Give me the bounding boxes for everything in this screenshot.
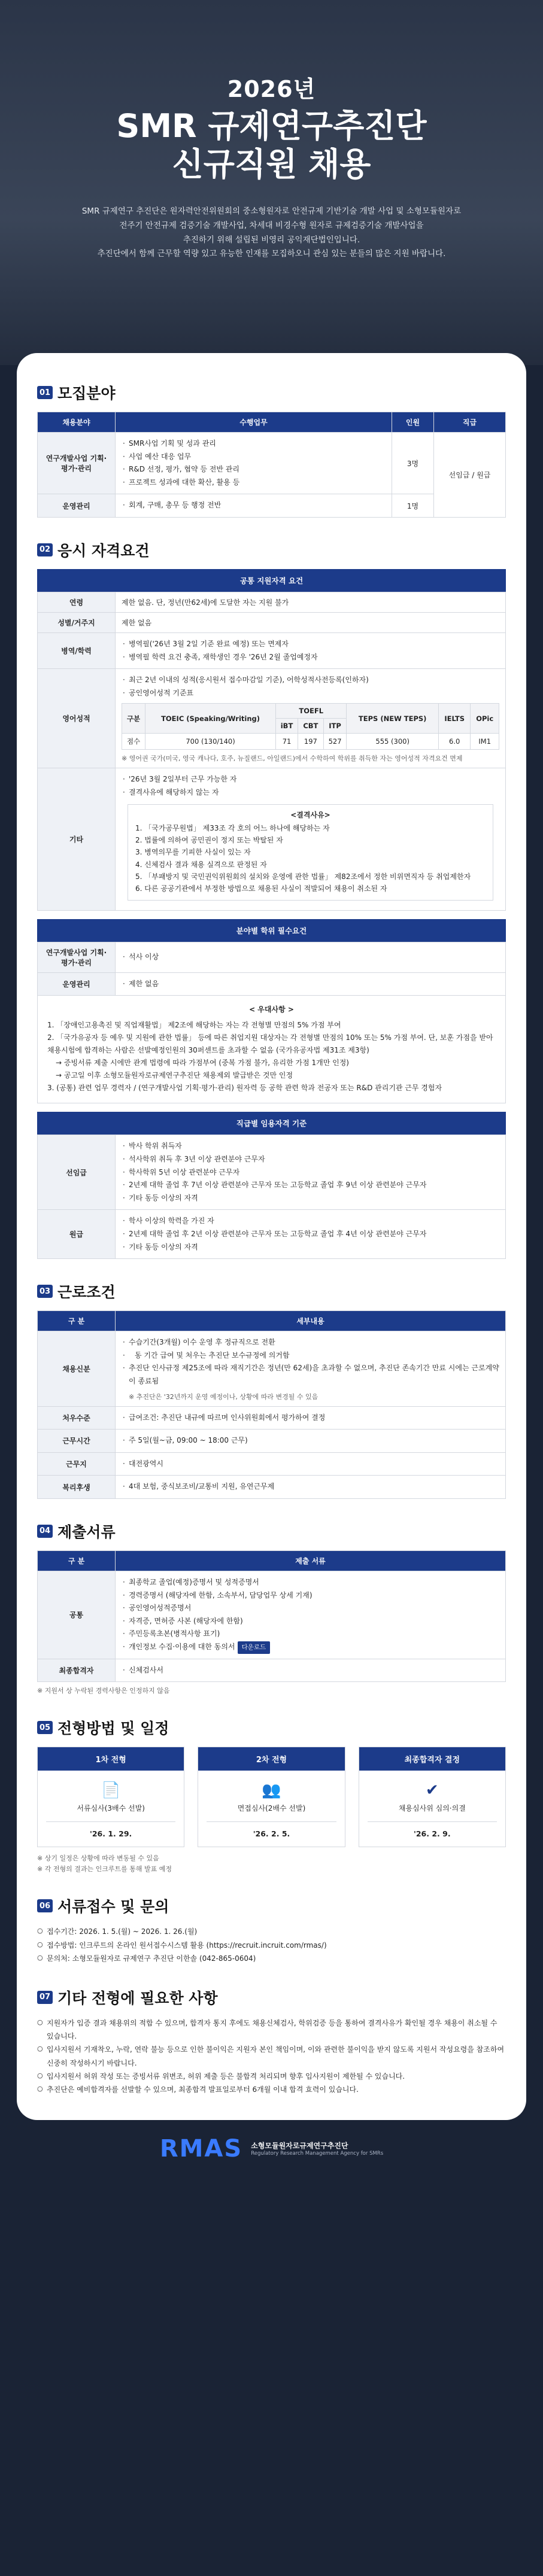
- headcount: 3명: [392, 433, 434, 494]
- table-header: 구 분: [38, 1550, 116, 1571]
- list-item: → 공고일 이후 소형모듈원자로규제연구추진단 채용제외 발급받은 것만 인정: [56, 1071, 293, 1080]
- section-number: 04: [37, 1525, 53, 1538]
- row-header: 영어성적: [38, 669, 116, 768]
- step-title: 1차 전형: [38, 1747, 184, 1771]
- content-card: [17, 353, 526, 2120]
- row-header: 채용신분: [38, 1331, 116, 1406]
- subsection-title: 직급별 임용자격 기준: [37, 1112, 506, 1135]
- task-item: · R&D 선정, 평가, 협약 등 전반 관리: [122, 463, 386, 476]
- list-item: · 병역필 학력 요건 충족, 재학생인 경우 '26년 2월 졸업예정자: [122, 651, 499, 664]
- list-item: · 최종학교 졸업(예정)증명서 및 성적증명서: [122, 1576, 499, 1589]
- list-item: 2. 「국가유공자 등 예우 및 지원에 관한 법률」 등에 따른 취업지원 대상자는 각 전형별 만점의 10% 또는 5% 가점 부여. 단, 보훈 가점을 받아 채용시험에 합격하는 사람은 선발예정인원의 30퍼센트를 초과할 수 없음 (국가유공자법 제31조 제3항): [47, 1033, 493, 1055]
- table-header: 인원: [392, 412, 434, 433]
- list-item: · 추진단 인사규정 제25조에 따라 재직기간은 정년(만 62세)을 초과할 수 없으며, 추진단 존속기간 만료 시에는 근로계약이 종료됨: [122, 1362, 499, 1388]
- note: ※ 추진단은 '32년까지 운영 예정이나, 상황에 따라 변경될 수 있음: [129, 1392, 318, 1401]
- document-icon: 📄: [101, 1781, 121, 1800]
- conditions-table: [37, 1310, 506, 1499]
- table-header: TOEIC (Speaking/Writing): [145, 704, 276, 734]
- section-number: 01: [37, 386, 53, 399]
- hero-banner: [0, 0, 543, 365]
- table-header: IELTS: [438, 704, 470, 734]
- check-icon: ✔: [425, 1781, 439, 1800]
- field-name: 연구개발사업 기획·평가·관리: [38, 433, 116, 494]
- section-number: 02: [37, 543, 53, 556]
- row-header: 운영관리: [38, 972, 116, 996]
- step-text: 채용심사위 심의·의결: [398, 1804, 466, 1813]
- section-number: 05: [37, 1721, 53, 1734]
- consent-text: 개인정보 수집·이용에 대한 동의서: [129, 1642, 235, 1651]
- row-header: 기타: [38, 768, 116, 911]
- list-item: · 수습기간(3개월) 이수 운영 후 정규직으로 전환: [122, 1336, 499, 1349]
- hero-year: 2026년: [227, 76, 316, 102]
- interview-icon: 👥: [262, 1781, 281, 1800]
- org-name: [251, 2140, 383, 2157]
- row-header: 처우수준: [38, 1406, 116, 1430]
- org-name-en: Regulatory Research Management Agency for SMRs: [251, 2151, 384, 2157]
- hero-desc-line: 전주기 안전규제 검증기술 개발사업, 차세대 비경수형 원자로 규제검증기술 개발사업을: [119, 221, 424, 231]
- table-header: 구 분: [38, 1311, 116, 1331]
- list-item: · 공인영어성적증명서: [122, 1602, 499, 1615]
- list-item: · 제한 없음: [122, 978, 499, 991]
- process-steps: [37, 1747, 506, 1847]
- box-title: < 우대사항 >: [249, 1005, 294, 1014]
- list-item: · 공인영어성적 기준표: [122, 687, 499, 700]
- recruitment-table: [37, 412, 506, 518]
- list-item: · 4대 보험, 중식보조비/교통비 지원, 유연근무제: [122, 1480, 499, 1494]
- row-value: 제한 없음: [116, 612, 506, 632]
- disqualification-box: [128, 804, 493, 901]
- section-process: [37, 1717, 506, 1874]
- list-item: · 기타 동등 이상의 자격: [122, 1241, 499, 1254]
- step-card: [198, 1747, 345, 1847]
- preference-box: [37, 996, 506, 1103]
- step-text: 면접심사(2배수 선발): [237, 1804, 306, 1813]
- step-date: '26. 2. 9.: [368, 1821, 497, 1847]
- hero-title-line1: SMR 규제연구추진단: [116, 107, 427, 145]
- box-title: <결격사유>: [290, 810, 330, 819]
- step-text: 서류심사(3배수 선발): [77, 1804, 145, 1813]
- list-item: · 주민등록초본(병적사항 표기): [122, 1628, 499, 1641]
- list-item: · 최근 2년 이내의 성적(응시원서 접수마감일 기준), 어학성적사전등록(인하자): [122, 674, 499, 687]
- hero-title: [0, 107, 543, 183]
- org-name-kr: 소형모듈원자로규제연구추진단: [251, 2142, 348, 2151]
- section-title: 전형방법 및 일정: [57, 1720, 169, 1738]
- table-header: 직급: [434, 412, 506, 433]
- row-header: 연구개발사업 기획·평가·관리: [38, 942, 116, 972]
- section-recruitment: [37, 382, 506, 518]
- english-note: ※ 영어권 국가(미국, 영국 캐나다, 호주, 뉴질랜드, 아일랜드)에서 수학하여 학위를 취득한 자는 영어성적 자격요건 면제: [122, 755, 463, 763]
- row-header: 복리후생: [38, 1476, 116, 1499]
- list-item: · 2년제 대학 졸업 후 7년 이상 관련분야 근무자 또는 고등학교 졸업 후 9년 이상 관련분야 근무자: [122, 1179, 499, 1192]
- task-item: · 프로젝트 성과에 대한 확산, 활용 등: [122, 476, 386, 489]
- table-cell: 555 (300): [347, 734, 438, 750]
- section-number: 07: [37, 1991, 53, 2004]
- list-item: · 신체검사서: [122, 1664, 499, 1677]
- section-working-conditions: [37, 1281, 506, 1499]
- subsection-title: 분야별 학위 필수요건: [37, 919, 506, 942]
- list-item: 1. 「국가공무원법」 제33조 각 호의 어느 하나에 해당하는 자: [135, 823, 330, 832]
- step-card: [37, 1747, 184, 1847]
- list-item: [122, 1641, 499, 1654]
- list-item: 3. (공통) 관련 업무 경력자 / (연구개발사업 기획·평가·관리) 원자력 등 공학 관련 학과 전공자 또는 R&D 관리기관 근무 경험자: [47, 1084, 442, 1093]
- list-item: 1. 「장애인고용촉진 및 직업재활법」 제2조에 해당하는 자는 각 전형별 만점의 5% 가점 부여: [47, 1021, 341, 1030]
- rmas-logo: RMAS: [159, 2134, 243, 2163]
- table-cell: 점수: [122, 734, 145, 750]
- hero-title-line2: 신규직원 채용: [172, 145, 371, 183]
- table-header: TOEFL: [276, 704, 347, 719]
- table-header: 제출 서류: [116, 1550, 506, 1571]
- list-item: · '26년 3월 2일부터 근무 가능한 자: [122, 773, 499, 786]
- download-button[interactable]: 다운로드: [238, 1641, 271, 1654]
- note: ※ 각 전형의 결과는 인크루트를 통해 발표 예정: [37, 1865, 172, 1874]
- row-header: 연령: [38, 592, 116, 612]
- section-title: 제출서류: [57, 1523, 116, 1541]
- table-header: TEPS (NEW TEPS): [347, 704, 438, 734]
- table-header: CBT: [298, 719, 324, 734]
- list-item: 6. 다른 공공기관에서 부정한 방법으로 채용된 사실이 적발되어 채용이 취소된 자: [135, 884, 387, 893]
- field-name: 운영관리: [38, 494, 116, 518]
- row-value: 제한 없음. 단, 정년(만62세)에 도달한 자는 지원 불가: [116, 592, 506, 612]
- list-item: · 병역필('26년 3월 2일 기준 완료 예정) 또는 면제자: [122, 638, 499, 651]
- list-item: 3. 병역의무를 기피한 사실이 있는 자: [135, 848, 251, 857]
- grade-criteria-table: [37, 1135, 506, 1259]
- documents-table: [37, 1550, 506, 1682]
- table-cell: IM1: [471, 734, 499, 750]
- list-item: · 학사 이상의 학력을 가진 자: [122, 1215, 499, 1228]
- list-item: ○ 입사지원서 허위 작성 또는 증빙서류 위변조, 허위 제출 등은 불합격 처리되며 향후 입사지원이 제한될 수 있습니다.: [37, 2070, 506, 2083]
- row-header: 선임급: [38, 1135, 116, 1210]
- step-date: '26. 2. 5.: [207, 1821, 336, 1847]
- list-item: ○ 접수기간: 2026. 1. 5.(월) ~ 2026. 1. 26.(월): [37, 1925, 506, 1938]
- table-header: 수행업무: [116, 412, 392, 433]
- hero-description: [44, 205, 499, 261]
- list-item: · 박사 학위 취득자: [122, 1140, 499, 1153]
- application-link[interactable]: ○ 접수방법: 인크루트의 온라인 원서접수시스템 활용 (https://recruit.incruit.com/rmas/): [37, 1939, 506, 1952]
- table-cell: 527: [323, 734, 347, 750]
- table-cell: 197: [298, 734, 324, 750]
- section-number: 03: [37, 1285, 53, 1298]
- table-cell: 71: [276, 734, 298, 750]
- list-item: · 결격사유에 해당하지 않는 자: [122, 786, 499, 799]
- list-item: · 기타 동등 이상의 자격: [122, 1192, 499, 1205]
- step-card: [359, 1747, 506, 1847]
- table-header: OPic: [471, 704, 499, 734]
- row-header: 공통: [38, 1571, 116, 1659]
- list-item: · 경력증명서 (해당자에 한함, 소속부서, 담당업무 상세 기재): [122, 1589, 499, 1602]
- section-title: 서류접수 및 문의: [57, 1898, 169, 1916]
- task-item: · 회계, 구매, 총무 등 행정 전반: [122, 499, 386, 512]
- common-requirements-table: [37, 592, 506, 911]
- note: ※ 상기 일정은 상황에 따라 변동될 수 있음: [37, 1854, 159, 1863]
- section-title: 기타 전형에 필요한 사항: [57, 1989, 218, 2007]
- row-header: 원급: [38, 1210, 116, 1259]
- table-cell: 700 (130/140): [145, 734, 276, 750]
- list-item: · 2년제 대학 졸업 후 2년 이상 관련분야 근무자 또는 고등학교 졸업 후 4년 이상 관련분야 근무자: [122, 1228, 499, 1241]
- headcount: 1명: [392, 494, 434, 518]
- list-item: 4. 신체검사 결과 채용 실격으로 판정된 자: [135, 860, 267, 869]
- table-header: iBT: [276, 719, 298, 734]
- list-item: ○ 입사지원서 기재착오, 누락, 연락 불능 등으로 인한 불이익은 지원자 본인 책임이며, 이와 관련한 불이익을 받지 않도록 지원서 작성요령을 참조하여 신중히 작성하시기 바랍니다.: [37, 2043, 506, 2069]
- section-other: [37, 1987, 506, 2096]
- hero-desc-line: 추진하기 위해 설립된 비영리 공익재단법인입니다.: [183, 235, 360, 245]
- row-header: 성별/거주지: [38, 612, 116, 632]
- table-header: ITP: [323, 719, 347, 734]
- section-number: 06: [37, 1899, 53, 1912]
- english-score-table: [122, 703, 499, 750]
- list-item: ○ 추진단은 예비합격자를 선발할 수 있으며, 최종합격 발표일로부터 6개월 이내 합격 효력이 있습니다.: [37, 2083, 506, 2096]
- step-title: 2차 전형: [198, 1747, 344, 1771]
- row-header: 최종합격자: [38, 1659, 116, 1682]
- task-item: · SMR사업 기획 및 성과 관리: [122, 437, 386, 451]
- list-item: · 급여조건: 추진단 내규에 따르며 인사위원회에서 평가하여 결정: [122, 1412, 499, 1425]
- table-header: 채용분야: [38, 412, 116, 433]
- list-item: 2. 법률에 의하여 공민권이 정지 또는 박탈된 자: [135, 835, 283, 844]
- section-title: 근로조건: [57, 1284, 116, 1301]
- list-item: · 주 5일(월~금, 09:00 ~ 18:00 근무): [122, 1434, 499, 1447]
- list-item: · 학사학위 5년 이상 관련분야 근무자: [122, 1166, 499, 1179]
- hero-desc-line: SMR 규제연구 추진단은 원자력안전위원회의 중소형원자로 안전규제 기반기술 개발 사업 및 소형모듈원자로: [81, 206, 462, 217]
- table-header: 구분: [122, 704, 145, 734]
- section-qualifications: [37, 539, 506, 1259]
- list-item: · 동 기간 급여 및 처우는 추진단 보수규정에 의거함: [122, 1349, 499, 1362]
- row-header: 근무시간: [38, 1430, 116, 1453]
- section-title: 응시 자격요건: [57, 542, 150, 559]
- grade: 선임급 / 원급: [434, 433, 506, 518]
- note: ※ 지원서 상 누락된 경력사항은 인정하지 않음: [37, 1687, 170, 1695]
- list-item: ○ 지원자가 입증 결과 채용위의 적합 수 있으며, 합격자 통지 후에도 채용신체검사, 학위검증 등을 통하여 결격사유가 확인될 경우 채용이 취소될 수 있습니다.: [37, 2017, 506, 2043]
- row-header: 병역/학력: [38, 632, 116, 668]
- list-item: · 대전광역시: [122, 1458, 499, 1471]
- list-item: · 석사 이상: [122, 951, 499, 964]
- section-documents: [37, 1520, 506, 1695]
- step-date: '26. 1. 29.: [46, 1821, 175, 1847]
- table-header: 세부내용: [116, 1311, 506, 1331]
- table-cell: 6.0: [438, 734, 470, 750]
- list-item: · 석사학위 취득 후 3년 이상 관련분야 근무자: [122, 1153, 499, 1166]
- footer: [0, 2120, 543, 2177]
- list-item: · 자격증, 면허증 사본 (해당자에 한함): [122, 1615, 499, 1628]
- subsection-title: 공통 지원자격 요건: [37, 569, 506, 592]
- step-title: 최종합격자 결정: [359, 1747, 505, 1771]
- list-item: 5. 「부패방지 및 국민권익위원회의 설치와 운영에 관한 법률」 제82조에서 정한 비위면직자 등 취업제한자: [135, 872, 471, 881]
- section-title: 모집분야: [57, 385, 116, 402]
- list-item: ○ 문의처: 소형모듈원자로 규제연구 추진단 이한솔 (042-865-0604): [37, 1952, 506, 1965]
- section-application: [37, 1895, 506, 1965]
- row-header: 근무지: [38, 1452, 116, 1476]
- list-item: → 증빙서류 제출 시에만 관계 법령에 따라 가점부여 (중복 가점 불가, 유리한 가점 1개만 인정): [56, 1059, 349, 1067]
- task-item: · 사업 예산 대응 업무: [122, 451, 386, 464]
- hero-desc-line: 추진단에서 함께 근무할 역량 있고 유능한 인재를 모집하오니 관심 있는 분들의 많은 지원 바랍니다.: [97, 249, 446, 259]
- degree-requirements-table: [37, 942, 506, 996]
